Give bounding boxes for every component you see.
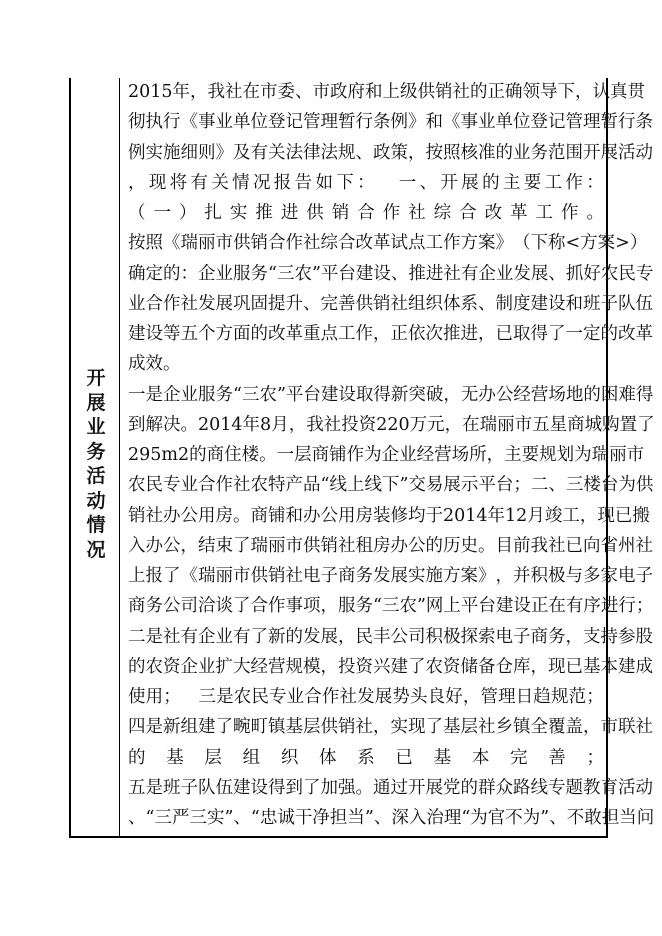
- body-text-line: 五 是 班 子 队 伍 建 设 得 到 了 加 强 。 通 过 开 展 党 的 群 众 路 线 专 题 教 育 活 动: [128, 777, 653, 798]
- report-body-text: [128, 77, 655, 833]
- body-text-line: 销 社 办 公 用 房 。 商 铺 和 办 公 用 房 装 修 均 于 2014 年 12 月 竣 工 ， 现 已 搬: [128, 505, 650, 526]
- body-text-line: 彻 执 行 《 事 业 单 位 登 记 管 理 暂 行 条 例 》 和 《 事 业 单 位 登 记 管 理 暂 行 条: [128, 112, 653, 133]
- body-text-line: 的 基 层 组 织 体 系 已 基 本 完 善 ；: [128, 747, 604, 768]
- body-text-line: 到 解 决 。 2014 年 8 月 ， 我 社 投 资 220 万 元 ， 在 瑞 丽 市 五 星 商 城 购 置 了: [128, 414, 655, 435]
- body-text-line: 建 设 等 五 个 方 面 的 改 革 重 点 工 作 ， 正 依 次 推 进 ， 已 取 得 了 一 定 的 改 革: [128, 324, 653, 344]
- body-text-line: 的 农 资 企 业 扩 大 经 营 规 模 ， 投 资 兴 建 了 农 资 储 备 仓 库 ， 现 已 基 本 建 成: [128, 656, 653, 677]
- body-text-line: 农 民 专 业 合 作 社 农 特 产 品 “ 线 上 线 下 ” 交 易 展 示 平 台 ； 二 、 三 楼 台 为 供: [128, 475, 654, 496]
- body-text-line: 业 合 作 社 发 展 巩 固 提 升 、 完 善 供 销 社 组 织 体 系 、 制 度 建 设 和 班 子 队 伍: [128, 293, 653, 314]
- body-text-line: 入 办 公 ， 结 束 了 瑞 丽 市 供 销 社 租 房 办 公 的 历 史 。 目 前 我 社 已 向 省 州 社: [128, 535, 653, 556]
- body-text-line: 上 报 了 《 瑞 丽 市 供 销 社 电 子 商 务 发 展 实 施 方 案 》 ， 并 积 极 与 多 家 电 子: [128, 566, 653, 586]
- body-text-line: 确 定 的 ： 企 业 服 务 “ 三 农 ” 平 台 建 设 、 推 进 社 有 企 业 发 展 、 抓 好 农 民 专: [128, 263, 654, 284]
- body-text-line: 二 是 社 有 企 业 有 了 新 的 发 展 ， 民 丰 公 司 积 极 探 索 电 子 商 务 ， 支 持 参 股: [128, 626, 653, 647]
- body-text-line: 一 是 企 业 服 务 “ 三 农 ” 平 台 建 设 取 得 新 突 破 ， 无 办 公 经 营 场 地 的 困 难 得: [128, 384, 654, 405]
- body-text-line: （ 一 ） 扎 实 推 进 供 销 合 作 社 综 合 改 革 工 作 。: [128, 203, 604, 223]
- body-text-line: ， 现 将 有 关 情 况 报 告 如 下 ： 一 、 开 展 的 主 要 工 作 ：: [128, 172, 604, 193]
- body-text-line: 使 用 ； 三 是 农 民 专 业 合 作 社 发 展 势 头 良 好 ， 管 理 日 趋 规 范 ；: [128, 687, 604, 707]
- body-text-line: 商 务 公 司 洽 谈 了 合 作 事 项 ， 服 务 “ 三 农 ” 网 上 平 台 建 设 正 在 有 序 进 行 ；: [128, 596, 654, 617]
- body-text-line: 295m2 的 商 住 楼 。 一 层 商 铺 作 为 企 业 经 营 场 所 ， 主 要 规 划 为 瑞 丽 市: [128, 445, 645, 465]
- body-text-line: 、 “ 三 严 三 实 ” 、 “ 忠 诚 干 净 担 当 ” 、 深 入 治 理 “ 为 官 不 为 ” 、 不 敢 担 当 问: [128, 808, 655, 828]
- body-text-line: 例 实 施 细 则 》 及 有 关 法 律 法 规 、 政 策 ， 按 照 核 准 的 业 务 范 围 开 展 活 动: [128, 142, 653, 163]
- body-text-line: 成效。: [128, 354, 181, 375]
- body-text-line: 按 照 《 瑞 丽 市 供 销 合 作 社 综 合 改 革 试 点 工 作 方 案 》 （ 下 称 < 方 案 > ）: [128, 233, 648, 254]
- row-label-business-activities: 开 展 业 务 活 动 情 况: [86, 367, 106, 561]
- body-text-line: 四 是 新 组 建 了 畹 町 镇 基 层 供 销 社 ， 实 现 了 基 层 社 乡 镇 全 覆 盖 ， 市 联 社: [128, 717, 653, 738]
- column-divider: [119, 78, 120, 837]
- body-text-line: 2015 年 ， 我 社 在 市 委 、 市 政 府 和 上 级 供 销 社 的 正 确 领 导 下 ， 认 真 贯: [128, 82, 646, 102]
